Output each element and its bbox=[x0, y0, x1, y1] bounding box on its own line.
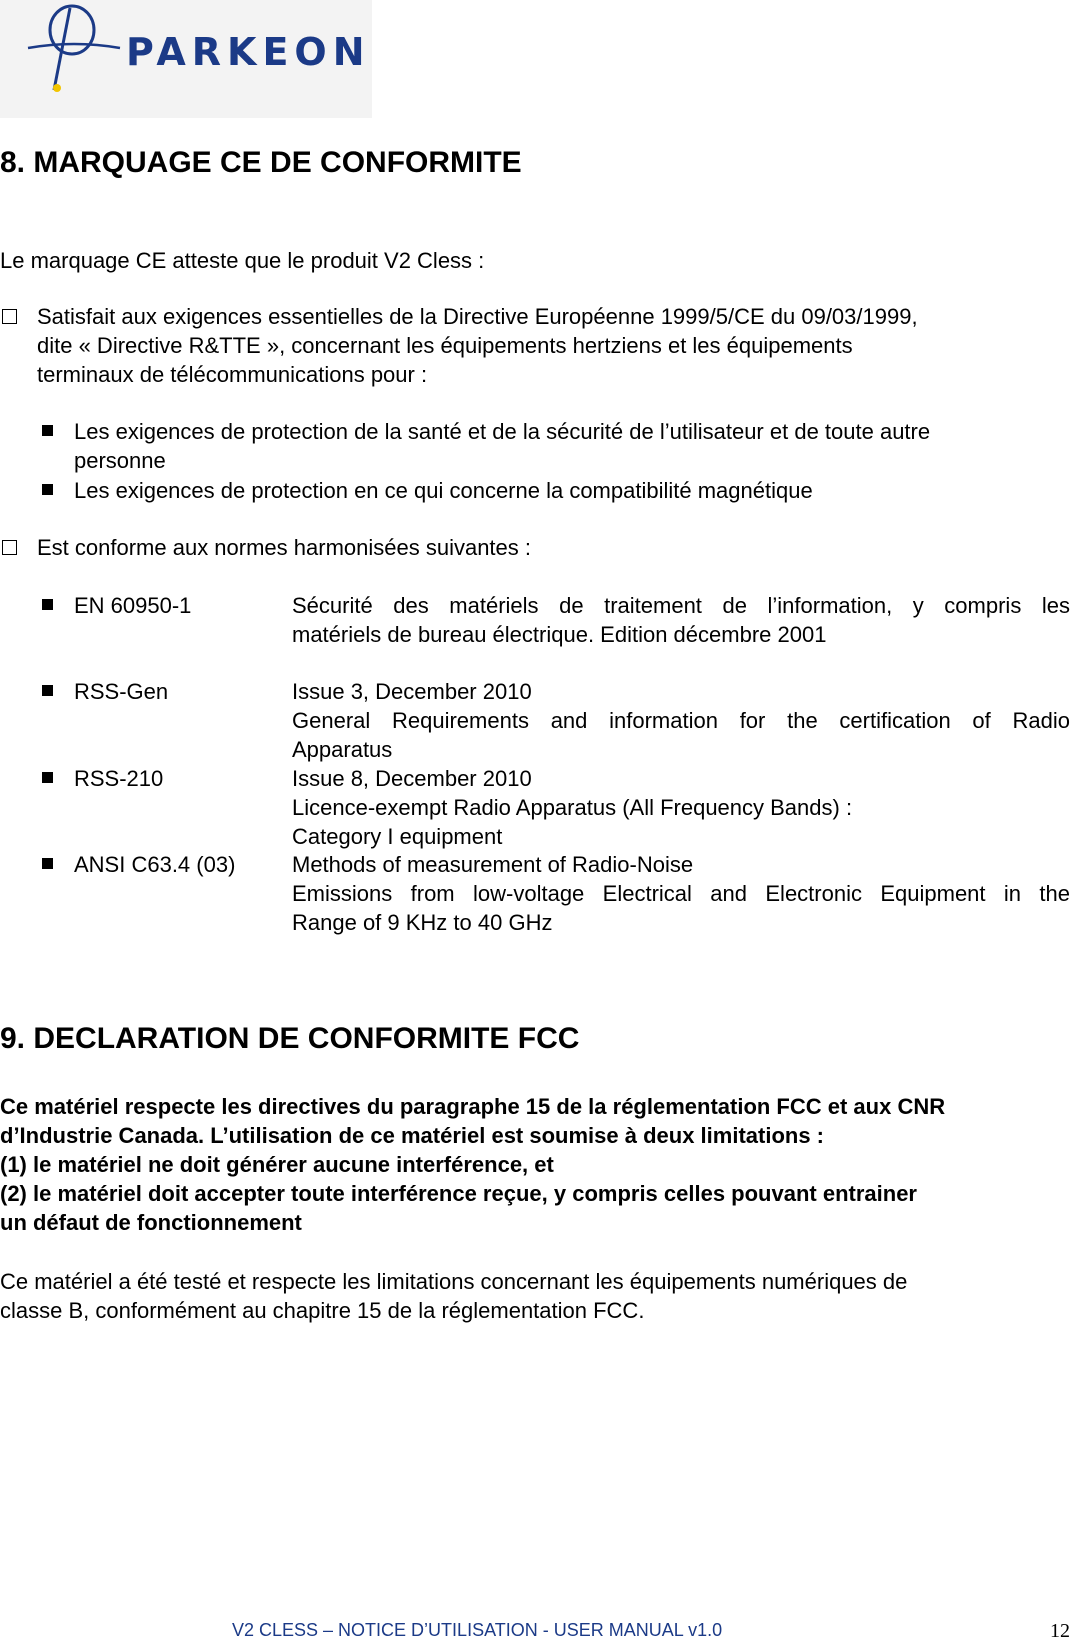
fcc-statement-line: (1) le matériel ne doit générer aucune interférence, et bbox=[0, 1152, 554, 1177]
section-9-title: 9. DECLARATION DE CONFORMITE FCC bbox=[0, 1022, 580, 1055]
logo-wordmark: PARKEON bbox=[126, 30, 371, 74]
standard-desc-line: Apparatus bbox=[292, 737, 393, 762]
standard-desc-line: Range of 9 KHz to 40 GHz bbox=[292, 910, 553, 935]
parkeon-logo bbox=[0, 0, 372, 118]
standard-label: ANSI C63.4 (03) bbox=[74, 852, 236, 877]
standard-desc-line: matériels de bureau électrique. Edition décembre 2001 bbox=[292, 622, 827, 647]
item1-line2: dite « Directive R&TTE », concernant les équipements hertziens et les équipements bbox=[37, 333, 853, 358]
standard-desc-line: Category I equipment bbox=[292, 824, 503, 849]
fcc-statement-line: d’Industrie Canada. L’utilisation de ce matériel est soumise à deux limitations : bbox=[0, 1123, 824, 1148]
standard-desc-line: Issue 8, December 2010 bbox=[292, 766, 532, 791]
standard-label: EN 60950-1 bbox=[74, 593, 192, 618]
standard-desc-line: Emissions from low-voltage Electrical and Electronic Equipment in the bbox=[292, 881, 1070, 906]
standard-label: RSS-210 bbox=[74, 766, 164, 791]
bullet-square-icon bbox=[42, 772, 53, 783]
bullet-square-icon bbox=[42, 685, 53, 696]
section-8-intro: Le marquage CE atteste que le produit V2 Cless : bbox=[0, 248, 485, 273]
standard-label: RSS-Gen bbox=[74, 679, 169, 704]
standard-desc-line: Methods of measurement of Radio-Noise bbox=[292, 852, 694, 877]
checkbox-icon bbox=[2, 309, 17, 324]
sub2-text: Les exigences de protection en ce qui concerne la compatibilité magnétique bbox=[74, 478, 813, 503]
fcc-statement-line: un défaut de fonctionnement bbox=[0, 1210, 302, 1235]
parkeon-emblem-icon bbox=[24, 0, 134, 100]
fcc-statement-line: Ce matériel respecte les directives du paragraphe 15 de la réglementation FCC et aux CNR bbox=[0, 1094, 946, 1119]
item1-line1: Satisfait aux exigences essentielles de la Directive Européenne 1999/5/CE du 09/03/1999, bbox=[37, 304, 918, 329]
item1-line3: terminaux de télécommunications pour : bbox=[37, 362, 428, 387]
item2-text: Est conforme aux normes harmonisées suivantes : bbox=[37, 535, 532, 560]
page-number: 12 bbox=[1050, 1620, 1070, 1642]
bullet-square-icon bbox=[42, 599, 53, 610]
standard-desc-line: General Requirements and information for the certification of Radio bbox=[292, 708, 1070, 733]
bullet-square-icon bbox=[42, 858, 53, 869]
sub1-line1: Les exigences de protection de la santé et de la sécurité de l’utilisateur et de toute autre bbox=[74, 419, 931, 444]
sub1-line2: personne bbox=[74, 448, 166, 473]
page-footer: V2 CLESS – NOTICE D’UTILISATION - USER MANUAL v1.0 bbox=[232, 1620, 723, 1640]
fcc-paragraph-line: classe B, conformément au chapitre 15 de la réglementation FCC. bbox=[0, 1298, 645, 1323]
standard-desc-line: Issue 3, December 2010 bbox=[292, 679, 532, 704]
fcc-statement-line: (2) le matériel doit accepter toute interférence reçue, y compris celles pouvant entrainer bbox=[0, 1181, 917, 1206]
standard-desc-line: Sécurité des matériels de traitement de l’information, y compris les bbox=[292, 593, 1070, 618]
bullet-square-icon bbox=[42, 425, 53, 436]
bullet-square-icon bbox=[42, 484, 53, 495]
standard-desc-line: Licence-exempt Radio Apparatus (All Frequency Bands) : bbox=[292, 795, 853, 820]
fcc-paragraph-line: Ce matériel a été testé et respecte les limitations concernant les équipements numériques de bbox=[0, 1269, 908, 1294]
section-8-title: 8. MARQUAGE CE DE CONFORMITE bbox=[0, 146, 522, 179]
checkbox-icon bbox=[2, 540, 17, 555]
